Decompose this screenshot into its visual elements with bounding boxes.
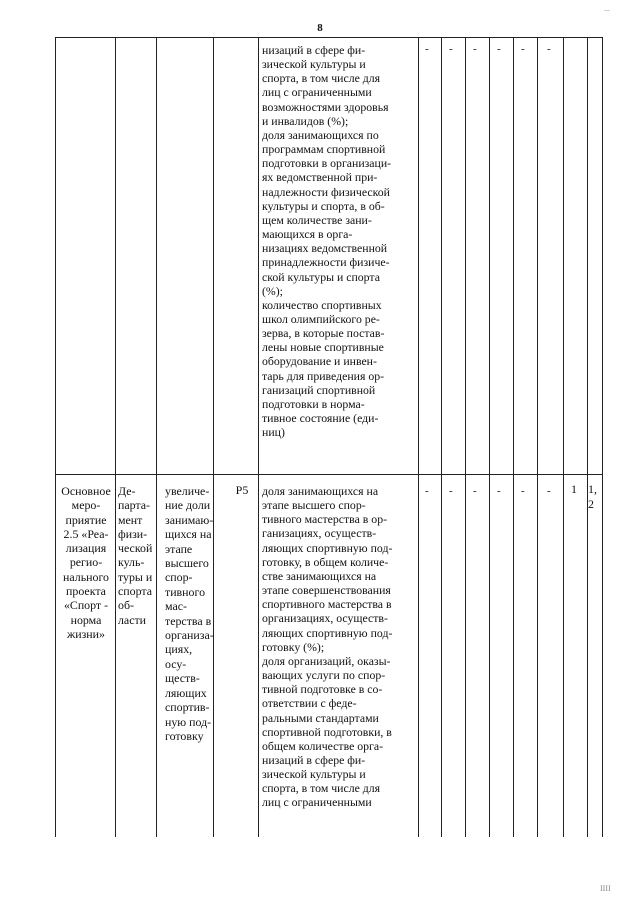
value-cell: - [449,485,453,497]
column-divider [465,37,466,837]
column-divider [115,37,116,837]
value-cell: 1, 2 [588,482,597,511]
column-divider [156,37,157,837]
footer-mark: IIII [600,884,611,893]
corner-mark: ... [604,4,610,13]
continued-value-cell: - [425,43,429,55]
value-cell: 1 [571,482,577,496]
value-cell: - [547,485,551,497]
continued-value-cell: - [497,43,501,55]
expected-result-cell: увеличе- ние доли занимаю- щихся на этапе высшего спор- тивного мас- терства в организа- циях, осу- ществ- ляющих спортив- ную под- готовку [165,484,214,743]
table-border-right [602,37,603,837]
column-divider [213,37,214,837]
code-cell: Р5 [235,483,249,497]
table-border-left [55,37,56,837]
measures-table [55,37,603,837]
table-border-top [55,37,603,38]
column-divider [563,37,564,837]
value-cell: - [425,485,429,497]
column-divider [489,37,490,837]
continued-value-cell: - [521,43,525,55]
indicators-cell: доля занимающихся на этапе высшего спор- тивного мастерства в ор- ганизациях, осуществ- ляющих спортивную под- готовку, в общем количе- стве занимающихся на этапе совершенствования спортивного мастерства в организациях, осуществ- ляющих спортивную под- готовку (%); доля организаций, оказы- вающих услуги по спор- тивной подготовке в со- ответствии с феде- ральными стандартами спортивной подготовки, в общем количестве орга- низаций в сфере фи- зической культуры и спорта, в том числе для лиц с ограниченными [262,484,393,810]
row-divider [55,474,603,475]
continued-value-cell: - [547,43,551,55]
column-divider [441,37,442,837]
column-divider [258,37,259,837]
column-divider [537,37,538,837]
value-cell: - [521,485,525,497]
executor-cell: Де- парта- мент физи- ческой куль- туры и спорта об- ласти [118,484,153,627]
value-cell: - [473,485,477,497]
column-divider [587,37,588,837]
continued-value-cell: - [449,43,453,55]
continued-indicators-text: низаций в сфере фи- зической культуры и спорта, в том числе для лиц с ограниченными возможностями здоровья и инвалидов (%); доля занимающихся по программам спортивной подготовки в организаци- ях ведомственной при- надлежности физической культуры и спорта, в об- щем количестве зани- мающихся в орга- низациях ведомственной принадлежности физиче- ской культуры и спорта (%); количество спортивных школ олимпийского ре- зерва, в которые постав- лены новые спортивные оборудование и инвен- тарь для приведения ор- ганизаций спортивной подготовки в норма- тивное состояние (еди- ниц) [262,43,392,440]
page-number: 8 [317,22,323,34]
value-cell: - [497,485,501,497]
event-name-cell: Основное меро- приятие 2.5 «Реа- лизация регио- нального проекта «Спорт - норма жизни» [61,484,111,641]
continued-value-cell: - [473,43,477,55]
column-divider [513,37,514,837]
